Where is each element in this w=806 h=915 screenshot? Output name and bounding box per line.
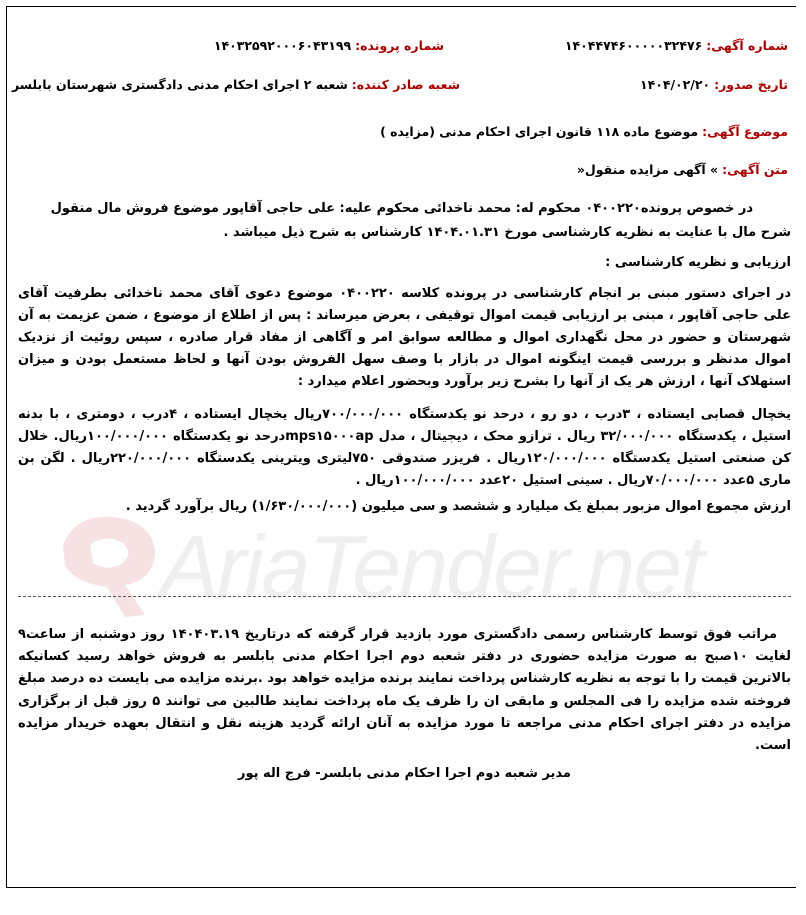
ad-number-value: ۱۴۰۴۴۷۴۶۰۰۰۰۰۳۲۴۷۶ [564,38,703,53]
issuing-branch-row [12,77,460,92]
window-edge [796,0,806,915]
signature-line: مدیر شعبه دوم اجرا احکام مدنی بابلسر- فرج اله پور [238,766,571,782]
case-number-row [214,38,444,53]
body-intro [18,198,791,519]
ad-number-label: شماره آگهی: [706,38,788,53]
issuing-branch-label: شعبه صادر کننده: [351,77,460,92]
ad-number-row [565,38,788,53]
text-label-row [577,162,788,177]
issue-date-label: تاریخ صدور: [714,77,788,92]
text-label: متن آگهی: [722,162,788,177]
total-value-paragraph: ارزش مجموع اموال مزبور بمبلغ یک میلیارد و ششصد و سی میلیون (۱/۶۳۰/۰۰۰/۰۰۰) ریال برآورد گردید . [125,499,791,515]
issue-date-row [640,77,788,92]
separator-line [18,596,791,597]
issue-date-value: ۱۴۰۴/۰۲/۲۰ [639,77,711,92]
auction-terms [18,624,791,785]
case-parties-paragraph: در خصوص پرونده۰۴۰۰۲۲۰ محکوم له: محمد ناخدائی محکوم علیه: علی حاجی آقاپور موضوع فروش مال منقول [50,201,753,216]
issuing-branch-value: شعبه ۲ اجرای احکام مدنی دادگستری شهرستان بابلسر [11,77,348,92]
items-list-paragraph: یخچال قصابی ایستاده ، ۳درب ، دو رو ، درحد نو یکدستگاه ۷۰۰/۰۰۰/۰۰۰ریال یخچال ایستاده ، ۴درب ، دومتری ، با بدنه استیل ، یکدستگاه ۳۲/۰۰۰/۰۰۰ ریال . ترازو محک ، دیجیتال ، مدل mps۱۵۰۰۰apدرحد نو یکدستگاه ۱۰۰/۰۰۰/۰۰۰ریال. خلال کن صنعتی استیل یکدستگاه ۱۲۰/۰۰۰/۰۰۰ریال . فریزر صندوقی ۷۵۰لیتری ویترینی یکدستگاه ۲۲۰/۰۰۰/۰۰۰ریال . لگن بن ماری ۵عدد ۷۰/۰۰۰/۰۰۰ریال . سینی استیل ۲۰عدد ۱۰۰/۰۰۰/۰۰۰ریال . [18,406,792,489]
appraisal-heading: ارزیابی و نظریه کارشناسی : [605,255,791,271]
auction-terms-paragraph: مراتب فوق توسط کارشناس رسمی دادگستری مورد بازدید قرار گرفته که درتاریخ ۱۴۰۴۰۳.۱۹ روز دوشنبه از ساعت۹ لغایت ۱۰صبح به صورت مزایده حضوری در دفتر شعبه دوم اجرا احکام مدنی بابلسر به فروش خواهد رسید کسانیکه بالاترین قیمت را با توجه به نظریه کارشناس پرداخت نمایند برنده مزایده خواهد بود .برنده مزایده می بایست ده درصد مبلغ فروخته شده مزایده را فی المجلس و مابقی ان را ظرف یک ماه پرداخت نمایند طالبین می توانند ۵ روز قبل از برگزاری مزایده در دفتر اجرای احکام مدنی مراجعه تا مورد مزایده به آنان ارائه گردید هزینه نقل و انتقال بعهده خریدار مزایده است. [18,627,792,754]
text-title: » آگهی مزایده منقول« [576,162,719,177]
subject-row [380,124,788,139]
subject-value: موضوع ماده ۱۱۸ قانون اجرای احکام مدنی (مزایده ) [380,124,699,139]
subject-label: موضوع آگهی: [702,124,788,139]
appraisal-reference-paragraph: شرح مال با عنایت به نظریه کارشناسی مورخ ۱۴۰۴.۰۱.۳۱ کارشناس به شرح ذیل میباشد . [223,225,791,241]
case-number-value: ۱۴۰۳۲۵۹۲۰۰۰۶۰۴۳۱۹۹ [213,38,352,53]
appraisal-paragraph: در اجرای دستور مبنی بر انجام کارشناسی در پرونده کلاسه ۰۴۰۰۲۲۰ موضوع دعوی آقای محمد ناخدائی بطرفیت آقای علی حاجی آقاپور ، مبنی بر ارزیابی قیمت اموال توقیفی ، بعرض میرساند : پس از اطلاع از موضوع ، ضمن عزیمت به آن شهرستان و حضور در محل نگهداری اموال و مطالعه سوابق امر و آگاهی از مفاد قرار صادره ، سپس روئیت از نزدیک اموال مدنظر و بررسی قیمت اینگونه اموال در بازار با وصف سهل الفروش بودن آنها و لحاظ مستعمل بودن و میزان استهلاک آنها ، ارزش هر یک از آنها را بشرح زیر برآورد وبحضور اعلام میدارد : [18,285,791,390]
case-number-label: شماره پرونده: [355,38,444,53]
